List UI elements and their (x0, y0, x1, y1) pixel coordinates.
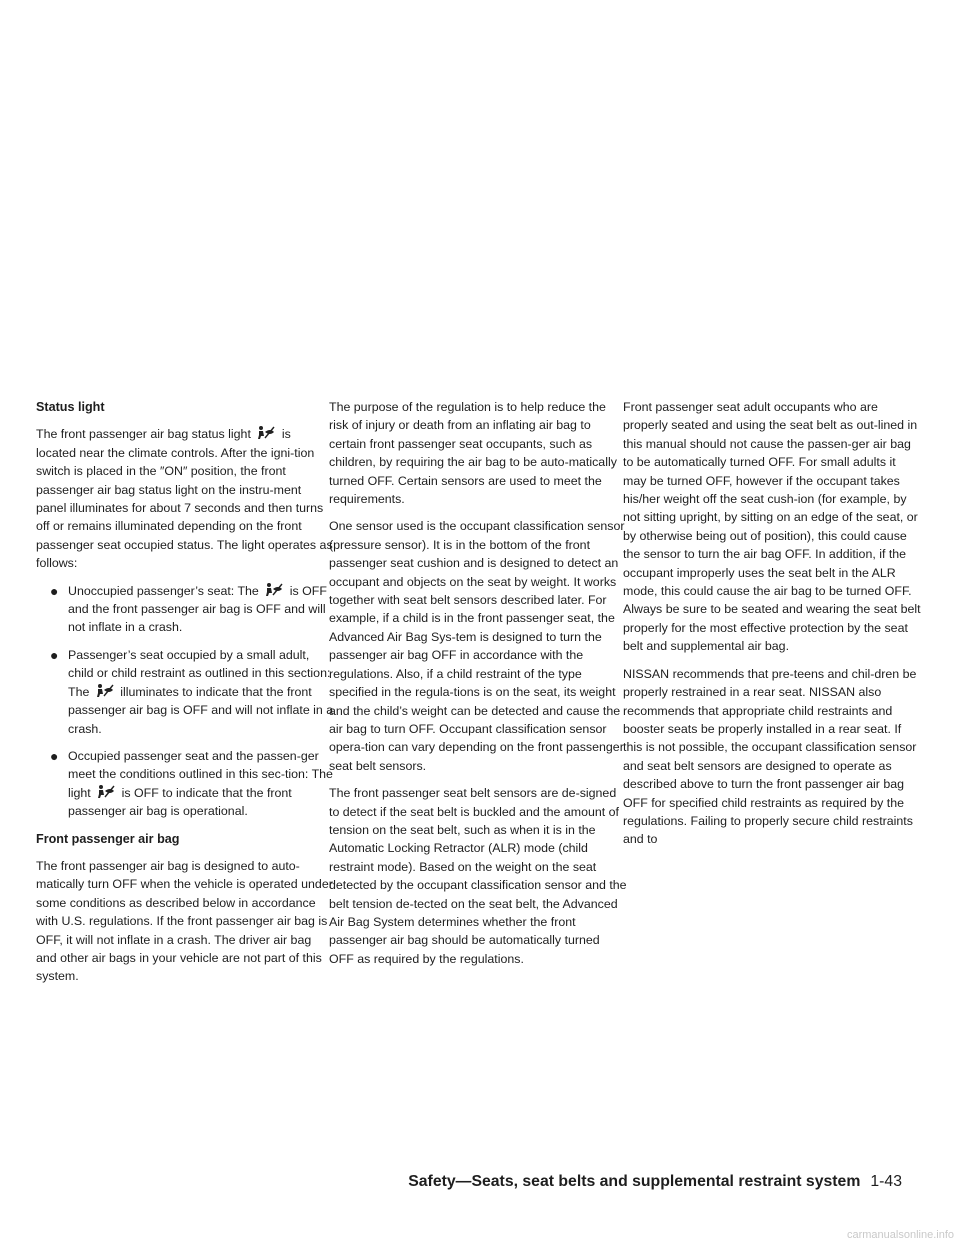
airbag-off-icon (95, 683, 115, 698)
airbag-off-icon (256, 425, 276, 440)
status-light-intro (36, 425, 334, 572)
nissan-recommends-paragraph: NISSAN recommends that pre-teens and chil-dren be properly restrained in a rear seat. NISSAN also recommends that appropriate child restraints and booster seats be properly installed in a rear seat. If this is not possible, the occupant classification sensor and seat belt sensors are designed to operate as described above to turn the front passenger air bag OFF for specified child restraints as required by the regulations. Failing to properly secure child restraints and to (623, 666, 917, 847)
list-item (50, 747, 334, 821)
status-intro-part-b: is located near the climate controls. After the igni-tion switch is placed in the ″ON″ position, the front passenger air bag status light on the instru-ment panel illuminates for about 7 seconds and then turns off or remains illuminated depending on the front passenger seat occupied status. The light operates as follows: (36, 427, 333, 571)
bullet-text-b: illuminates to indicate that the front passenger air bag is OFF and will not inflate in a crash. (68, 684, 334, 736)
bullet-text-a: Occupied passenger seat and the passen-ger meet the conditions outlined in this sec-tion: The light (68, 748, 333, 800)
bullet-icon: ● (50, 646, 59, 663)
status-intro-part-a: The front passenger air bag status light (36, 427, 251, 442)
front-passenger-air-bag-heading: Front passenger air bag (36, 831, 180, 846)
bullet-text-b: is OFF and the front passenger air bag is OFF and will not inflate in a crash. (68, 583, 327, 635)
column-2 (329, 398, 627, 977)
bullet-text-a: Unoccupied passenger’s seat: The (68, 583, 259, 598)
column-3 (623, 398, 921, 858)
bullet-icon: ● (50, 747, 59, 764)
list-item (50, 646, 334, 738)
page-number: 1-43 (870, 1173, 902, 1190)
seat-belt-sensor-paragraph: The front passenger seat belt sensors are de-signed to detect if the seat belt is buckled and the amount of tension on the seat belt, such as when it is in the Automatic Locking Retractor (ALR) mode (child restraint mode). Based on the weight on the seat detected by the occupant classification sensor and the belt tension de-tected on the seat belt, the Advanced Air Bag System determines whether the front passenger air bag should be automatically turned OFF as required by the regulations. (329, 786, 627, 966)
airbag-off-icon (96, 784, 116, 799)
bullet-text-a: Passenger’s seat occupied by a small adult, child or child restraint as outlined in this section: The (68, 647, 331, 699)
bullet-icon: ● (50, 582, 59, 599)
column-1 (36, 398, 334, 995)
regulation-purpose-paragraph: The purpose of the regulation is to help reduce the risk of injury or death from an inflating air bag to certain front passenger seat occupants, such as children, by requiring the air bag to be auto-matically turned OFF. Certain sensors are used to meet the requirements. (329, 400, 617, 507)
status-light-heading: Status light (36, 400, 105, 414)
section-title: Safety—Seats, seat belts and supplemental restraint system (408, 1173, 861, 1190)
airbag-off-icon (264, 582, 284, 597)
occupant-sensor-paragraph: One sensor used is the occupant classification sensor (pressure sensor). It is in the bottom of the front passenger seat cushion and is designed to detect an occupant and objects on the seat by weight. It works together with seat belt sensors described later. For example, if a child is in the front passenger seat, the Advanced Air Bag Sys-tem is designed to turn the passenger air bag OFF in accordance with the regulations. Also, if a child restraint of the type specified in the regula-tions is on the seat, its weight and the child’s weight can be detected and cause the air bag to turn OFF. Occupant classification sensor opera-tion can vary depending on the front passenger seat belt sensors. (329, 519, 625, 773)
air-bag-paragraph-1: The front passenger air bag is designed to auto-matically turn OFF when the vehicle is operated under some conditions as described below in accordance with U.S. regulations. If the front passenger air bag is OFF, it will not inflate in a crash. The driver air bag and other air bags in your vehicle are not part of this system. (36, 858, 333, 984)
page-footer (408, 1173, 902, 1191)
list-item (50, 582, 334, 637)
watermark: carmanualsonline.info (846, 1229, 954, 1241)
bullet-text-b: is OFF to indicate that the front passenger air bag is operational. (68, 785, 292, 819)
adult-occupants-paragraph: Front passenger seat adult occupants who are properly seated and using the seat belt as out-lined in this manual should not cause the passen-ger air bag to be automatically turned OFF. For small adults it may be turned OFF, however if the occupant takes his/her weight off the seat cush-ion (for example, by not sitting upright, by sitting on an edge of the seat, or by otherwise being out of position), this could cause the sensor to turn the air bag OFF. In addition, if the occupant improperly uses the seat belt in the ALR mode, this could cause the air bag to be turned OFF. Always be sure to be seated and wearing the seat belt properly for the most effective protection by the seat belt and supplemental air bag. (623, 400, 921, 654)
